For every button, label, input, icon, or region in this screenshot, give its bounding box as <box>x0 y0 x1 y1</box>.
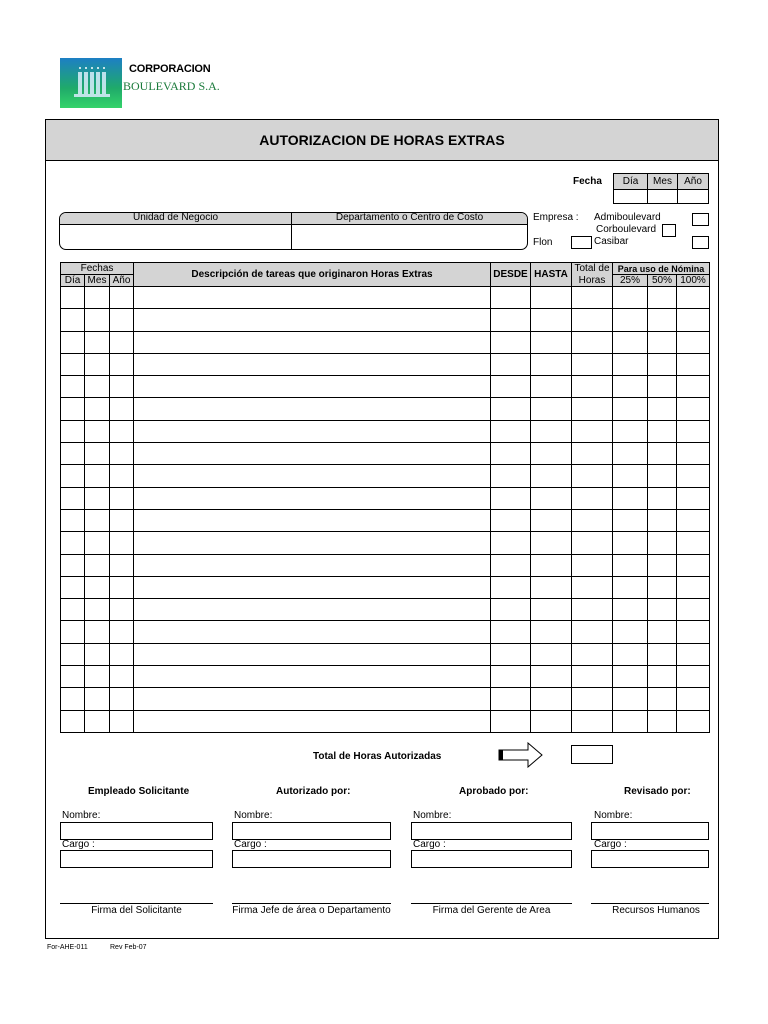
cell-p25[interactable] <box>613 643 648 665</box>
cell-hasta[interactable] <box>531 710 572 732</box>
cell-p25[interactable] <box>613 443 648 465</box>
cell-dia[interactable] <box>61 643 85 665</box>
cell-mes[interactable] <box>85 509 110 531</box>
empresa-option-flon: Flon <box>533 237 553 248</box>
admiboulevard-checkbox[interactable] <box>692 213 709 226</box>
table-row <box>61 599 710 621</box>
hasta-header: HASTA <box>531 263 572 287</box>
cell-mes[interactable] <box>85 487 110 509</box>
cell-p50[interactable] <box>648 465 677 487</box>
nombre-label-2: Nombre: <box>234 810 273 821</box>
cell-p25[interactable] <box>613 576 648 598</box>
table-row <box>61 287 710 309</box>
sig-title-aprobado: Aprobado por: <box>459 786 529 797</box>
cell-mes[interactable] <box>85 376 110 398</box>
table-row <box>61 576 710 598</box>
firma-label-3: Firma del Gerente de Area <box>432 905 551 916</box>
cell-ano[interactable] <box>110 599 134 621</box>
empresa-option-admiboulevard: Admiboulevard <box>594 212 661 223</box>
signature-line-2[interactable] <box>232 903 391 904</box>
cell-hasta[interactable] <box>531 554 572 576</box>
table-row <box>61 532 710 554</box>
cell-desde[interactable] <box>491 576 531 598</box>
fecha-dia-field[interactable] <box>613 189 648 204</box>
cell-dia[interactable] <box>61 309 85 331</box>
cell-p100[interactable] <box>677 353 710 375</box>
cell-p50[interactable] <box>648 599 677 621</box>
cell-p100[interactable] <box>677 621 710 643</box>
cell-total[interactable] <box>572 666 613 688</box>
cell-p100[interactable] <box>677 509 710 531</box>
p25-header: 25% <box>613 275 648 287</box>
arrow-right-icon <box>498 742 544 773</box>
desde-header: DESDE <box>491 263 531 287</box>
form-title: AUTORIZACION DE HORAS EXTRAS <box>46 120 718 161</box>
cell-dia[interactable] <box>61 487 85 509</box>
cell-p100[interactable] <box>677 487 710 509</box>
sig-title-autorizado: Autorizado por: <box>276 786 351 797</box>
cell-p100[interactable] <box>677 398 710 420</box>
cell-p50[interactable] <box>648 643 677 665</box>
table-row <box>61 309 710 331</box>
table-row <box>61 643 710 665</box>
cell-mes[interactable] <box>85 443 110 465</box>
cell-dia[interactable] <box>61 420 85 442</box>
cell-p25[interactable] <box>613 599 648 621</box>
cell-dia[interactable] <box>61 331 85 353</box>
cell-mes[interactable] <box>85 420 110 442</box>
cell-total[interactable] <box>572 331 613 353</box>
cell-desde[interactable] <box>491 398 531 420</box>
firma-label-4: Recursos Humanos <box>612 905 700 916</box>
cargo-field-4[interactable] <box>591 850 709 868</box>
cell-p50[interactable] <box>648 398 677 420</box>
cell-desde[interactable] <box>491 643 531 665</box>
cell-p100[interactable] <box>677 643 710 665</box>
casibar-checkbox[interactable] <box>692 236 709 249</box>
cell-desde[interactable] <box>491 666 531 688</box>
ano-header: Año <box>110 275 134 287</box>
table-row <box>61 487 710 509</box>
cell-p50[interactable] <box>648 443 677 465</box>
cell-ano[interactable] <box>110 287 134 309</box>
cell-p25[interactable] <box>613 398 648 420</box>
cell-total[interactable] <box>572 443 613 465</box>
cell-desde[interactable] <box>491 331 531 353</box>
cell-dia[interactable] <box>61 554 85 576</box>
cargo-field-3[interactable] <box>411 850 572 868</box>
cell-p100[interactable] <box>677 576 710 598</box>
cell-p25[interactable] <box>613 666 648 688</box>
cell-desde[interactable] <box>491 287 531 309</box>
cell-total[interactable] <box>572 487 613 509</box>
cell-desde[interactable] <box>491 465 531 487</box>
cell-desde[interactable] <box>491 487 531 509</box>
nombre-field-2[interactable] <box>232 822 391 840</box>
cell-ano[interactable] <box>110 710 134 732</box>
cell-ano[interactable] <box>110 353 134 375</box>
cell-total[interactable] <box>572 509 613 531</box>
flon-checkbox[interactable] <box>571 236 592 249</box>
cell-ano[interactable] <box>110 465 134 487</box>
cargo-label-3: Cargo : <box>413 839 446 850</box>
cargo-label-4: Cargo : <box>594 839 627 850</box>
cell-descripcion[interactable] <box>134 398 491 420</box>
cell-descripcion[interactable] <box>134 376 491 398</box>
cell-p25[interactable] <box>613 331 648 353</box>
cell-ano[interactable] <box>110 576 134 598</box>
cell-hasta[interactable] <box>531 599 572 621</box>
cell-dia[interactable] <box>61 443 85 465</box>
cell-descripcion[interactable] <box>134 509 491 531</box>
cell-p100[interactable] <box>677 688 710 710</box>
cell-p50[interactable] <box>648 688 677 710</box>
cell-mes[interactable] <box>85 465 110 487</box>
cell-mes[interactable] <box>85 621 110 643</box>
table-row <box>61 509 710 531</box>
total-horas-label: Total de Horas Autorizadas <box>313 751 442 762</box>
cell-dia[interactable] <box>61 666 85 688</box>
cell-p25[interactable] <box>613 509 648 531</box>
cell-desde[interactable] <box>491 509 531 531</box>
fecha-ano-field[interactable] <box>677 189 709 204</box>
fecha-ano-header: Año <box>677 173 709 190</box>
cell-hasta[interactable] <box>531 287 572 309</box>
cell-p25[interactable] <box>613 465 648 487</box>
cell-hasta[interactable] <box>531 353 572 375</box>
cell-desde[interactable] <box>491 621 531 643</box>
cell-total[interactable] <box>572 643 613 665</box>
cell-total[interactable] <box>572 353 613 375</box>
cell-total[interactable] <box>572 554 613 576</box>
cell-descripcion[interactable] <box>134 420 491 442</box>
table-row <box>61 465 710 487</box>
table-row <box>61 554 710 576</box>
firma-label-1: Firma del Solicitante <box>91 905 182 916</box>
table-row <box>61 710 710 732</box>
cell-dia[interactable] <box>61 353 85 375</box>
cell-total[interactable] <box>572 398 613 420</box>
cell-p50[interactable] <box>648 287 677 309</box>
cell-p50[interactable] <box>648 554 677 576</box>
nombre-field-1[interactable] <box>60 822 213 840</box>
cell-ano[interactable] <box>110 376 134 398</box>
cell-p100[interactable] <box>677 420 710 442</box>
cell-desde[interactable] <box>491 376 531 398</box>
cell-dia[interactable] <box>61 710 85 732</box>
cell-dia[interactable] <box>61 599 85 621</box>
cell-mes[interactable] <box>85 398 110 420</box>
sig-title-revisado: Revisado por: <box>624 786 691 797</box>
cell-p50[interactable] <box>648 621 677 643</box>
horas-header: Horas <box>572 275 613 287</box>
cell-descripcion[interactable] <box>134 287 491 309</box>
fechas-header: Fechas <box>61 263 134 275</box>
cell-total[interactable] <box>572 710 613 732</box>
cell-hasta[interactable] <box>531 465 572 487</box>
cell-mes[interactable] <box>85 532 110 554</box>
footer-form-code: For-AHE-011 <box>47 944 88 951</box>
cell-mes[interactable] <box>85 710 110 732</box>
cell-dia[interactable] <box>61 465 85 487</box>
cell-dia[interactable] <box>61 509 85 531</box>
cell-ano[interactable] <box>110 398 134 420</box>
cell-p25[interactable] <box>613 287 648 309</box>
mes-header: Mes <box>85 275 110 287</box>
table-row <box>61 353 710 375</box>
empresa-option-casibar: Casibar <box>594 236 629 247</box>
cell-total[interactable] <box>572 621 613 643</box>
cell-descripcion[interactable] <box>134 309 491 331</box>
empresa-option-corboulevard: Corboulevard <box>596 224 657 235</box>
cell-descripcion[interactable] <box>134 532 491 554</box>
cell-descripcion[interactable] <box>134 443 491 465</box>
cell-total[interactable] <box>572 688 613 710</box>
cell-mes[interactable] <box>85 643 110 665</box>
cell-ano[interactable] <box>110 643 134 665</box>
cell-ano[interactable] <box>110 487 134 509</box>
cell-hasta[interactable] <box>531 420 572 442</box>
cell-dia[interactable] <box>61 532 85 554</box>
cell-ano[interactable] <box>110 443 134 465</box>
signature-line-4[interactable] <box>591 903 709 904</box>
cell-ano[interactable] <box>110 420 134 442</box>
total-horas-field[interactable] <box>571 745 613 764</box>
cell-hasta[interactable] <box>531 532 572 554</box>
footer-revision: Rev Feb-07 <box>110 944 147 951</box>
table-row <box>61 376 710 398</box>
cell-p100[interactable] <box>677 532 710 554</box>
cell-p50[interactable] <box>648 331 677 353</box>
cell-ano[interactable] <box>110 666 134 688</box>
cell-p25[interactable] <box>613 353 648 375</box>
cell-hasta[interactable] <box>531 666 572 688</box>
cell-total[interactable] <box>572 532 613 554</box>
cell-p50[interactable] <box>648 532 677 554</box>
cell-dia[interactable] <box>61 621 85 643</box>
cell-p50[interactable] <box>648 710 677 732</box>
cell-ano[interactable] <box>110 554 134 576</box>
departamento-field[interactable] <box>294 226 525 248</box>
cell-p100[interactable] <box>677 376 710 398</box>
cell-descripcion[interactable] <box>134 353 491 375</box>
cell-total[interactable] <box>572 420 613 442</box>
cell-p50[interactable] <box>648 509 677 531</box>
cell-ano[interactable] <box>110 688 134 710</box>
p50-header: 50% <box>648 275 677 287</box>
cell-mes[interactable] <box>85 331 110 353</box>
cell-total[interactable] <box>572 599 613 621</box>
cell-desde[interactable] <box>491 599 531 621</box>
cell-p50[interactable] <box>648 353 677 375</box>
cell-dia[interactable] <box>61 287 85 309</box>
cell-total[interactable] <box>572 465 613 487</box>
cell-descripcion[interactable] <box>134 666 491 688</box>
cell-desde[interactable] <box>491 688 531 710</box>
departamento-label: Departamento o Centro de Costo <box>335 212 484 223</box>
cell-descripcion[interactable] <box>134 465 491 487</box>
cell-desde[interactable] <box>491 532 531 554</box>
cell-p25[interactable] <box>613 710 648 732</box>
table-row <box>61 621 710 643</box>
cell-desde[interactable] <box>491 420 531 442</box>
cell-mes[interactable] <box>85 576 110 598</box>
cell-desde[interactable] <box>491 554 531 576</box>
table-row <box>61 331 710 353</box>
cell-hasta[interactable] <box>531 376 572 398</box>
cell-hasta[interactable] <box>531 487 572 509</box>
cell-descripcion[interactable] <box>134 621 491 643</box>
cell-hasta[interactable] <box>531 331 572 353</box>
cell-descripcion[interactable] <box>134 576 491 598</box>
cell-desde[interactable] <box>491 443 531 465</box>
cell-p25[interactable] <box>613 309 648 331</box>
cell-hasta[interactable] <box>531 643 572 665</box>
cell-descripcion[interactable] <box>134 643 491 665</box>
cell-descripcion[interactable] <box>134 487 491 509</box>
cell-dia[interactable] <box>61 576 85 598</box>
cell-hasta[interactable] <box>531 576 572 598</box>
table-row <box>61 688 710 710</box>
cell-mes[interactable] <box>85 599 110 621</box>
cell-p50[interactable] <box>648 487 677 509</box>
fecha-label: Fecha <box>573 176 602 187</box>
cell-desde[interactable] <box>491 353 531 375</box>
table-row <box>61 666 710 688</box>
total-de-header: Total de <box>572 263 613 275</box>
cell-hasta[interactable] <box>531 398 572 420</box>
cell-ano[interactable] <box>110 509 134 531</box>
cell-desde[interactable] <box>491 309 531 331</box>
p100-header: 100% <box>677 275 710 287</box>
cargo-label-1: Cargo : <box>62 839 95 850</box>
cell-p100[interactable] <box>677 554 710 576</box>
nombre-field-4[interactable] <box>591 822 709 840</box>
cell-hasta[interactable] <box>531 443 572 465</box>
sig-title-empleado: Empleado Solicitante <box>88 786 190 797</box>
cell-p25[interactable] <box>613 621 648 643</box>
cell-p25[interactable] <box>613 554 648 576</box>
corboulevard-checkbox[interactable] <box>662 224 676 237</box>
cell-dia[interactable] <box>61 376 85 398</box>
fecha-mes-field[interactable] <box>647 189 678 204</box>
cell-ano[interactable] <box>110 621 134 643</box>
unidad-field[interactable] <box>62 226 289 248</box>
fecha-mes-header: Mes <box>647 173 678 190</box>
nombre-label-3: Nombre: <box>413 810 452 821</box>
cell-desde[interactable] <box>491 710 531 732</box>
cell-mes[interactable] <box>85 666 110 688</box>
cell-p25[interactable] <box>613 420 648 442</box>
company-logo-icon <box>60 58 122 108</box>
cell-p25[interactable] <box>613 487 648 509</box>
cargo-label-2: Cargo : <box>234 839 267 850</box>
cargo-field-2[interactable] <box>232 850 391 868</box>
cell-p25[interactable] <box>613 688 648 710</box>
cell-p100[interactable] <box>677 599 710 621</box>
cell-descripcion[interactable] <box>134 554 491 576</box>
table-row <box>61 420 710 442</box>
cell-ano[interactable] <box>110 309 134 331</box>
cell-p100[interactable] <box>677 443 710 465</box>
fecha-dia-header: Día <box>613 173 648 190</box>
cell-p25[interactable] <box>613 376 648 398</box>
cell-mes[interactable] <box>85 287 110 309</box>
nombre-field-3[interactable] <box>411 822 572 840</box>
unidad-label: Unidad de Negocio <box>132 212 219 223</box>
cell-dia[interactable] <box>61 688 85 710</box>
logo-text-boulevard: BOULEVARD S.A. <box>123 79 220 93</box>
cell-p50[interactable] <box>648 420 677 442</box>
empresa-label: Empresa : <box>533 212 579 223</box>
cell-p100[interactable] <box>677 287 710 309</box>
cell-p50[interactable] <box>648 666 677 688</box>
logo-text-corporacion: CORPORACION <box>129 63 211 75</box>
table-row <box>61 398 710 420</box>
signature-line-1[interactable] <box>60 903 213 904</box>
cell-descripcion[interactable] <box>134 710 491 732</box>
table-row <box>61 443 710 465</box>
cell-p100[interactable] <box>677 331 710 353</box>
cell-mes[interactable] <box>85 353 110 375</box>
cell-ano[interactable] <box>110 331 134 353</box>
cell-hasta[interactable] <box>531 621 572 643</box>
signature-line-3[interactable] <box>411 903 572 904</box>
cell-total[interactable] <box>572 309 613 331</box>
cell-total[interactable] <box>572 376 613 398</box>
cell-dia[interactable] <box>61 398 85 420</box>
cell-total[interactable] <box>572 287 613 309</box>
cell-mes[interactable] <box>85 554 110 576</box>
cell-ano[interactable] <box>110 532 134 554</box>
cell-p100[interactable] <box>677 309 710 331</box>
nombre-label-1: Nombre: <box>62 810 101 821</box>
cell-total[interactable] <box>572 576 613 598</box>
cell-descripcion[interactable] <box>134 599 491 621</box>
dia-header: Día <box>61 275 85 287</box>
cell-hasta[interactable] <box>531 688 572 710</box>
cell-p50[interactable] <box>648 309 677 331</box>
nomina-header: Para uso de Nómina <box>613 263 710 275</box>
cell-hasta[interactable] <box>531 509 572 531</box>
cell-p50[interactable] <box>648 576 677 598</box>
cell-p100[interactable] <box>677 666 710 688</box>
descripcion-header: Descripción de tareas que originaron Horas Extras <box>134 263 491 287</box>
cell-p50[interactable] <box>648 376 677 398</box>
cell-descripcion[interactable] <box>134 688 491 710</box>
nombre-label-4: Nombre: <box>594 810 633 821</box>
cargo-field-1[interactable] <box>60 850 213 868</box>
cell-hasta[interactable] <box>531 309 572 331</box>
cell-mes[interactable] <box>85 688 110 710</box>
cell-p100[interactable] <box>677 710 710 732</box>
cell-p25[interactable] <box>613 532 648 554</box>
cell-p100[interactable] <box>677 465 710 487</box>
overtime-table <box>60 262 710 733</box>
cell-mes[interactable] <box>85 309 110 331</box>
firma-label-2: Firma Jefe de área o Departamento <box>232 905 391 916</box>
cell-descripcion[interactable] <box>134 331 491 353</box>
